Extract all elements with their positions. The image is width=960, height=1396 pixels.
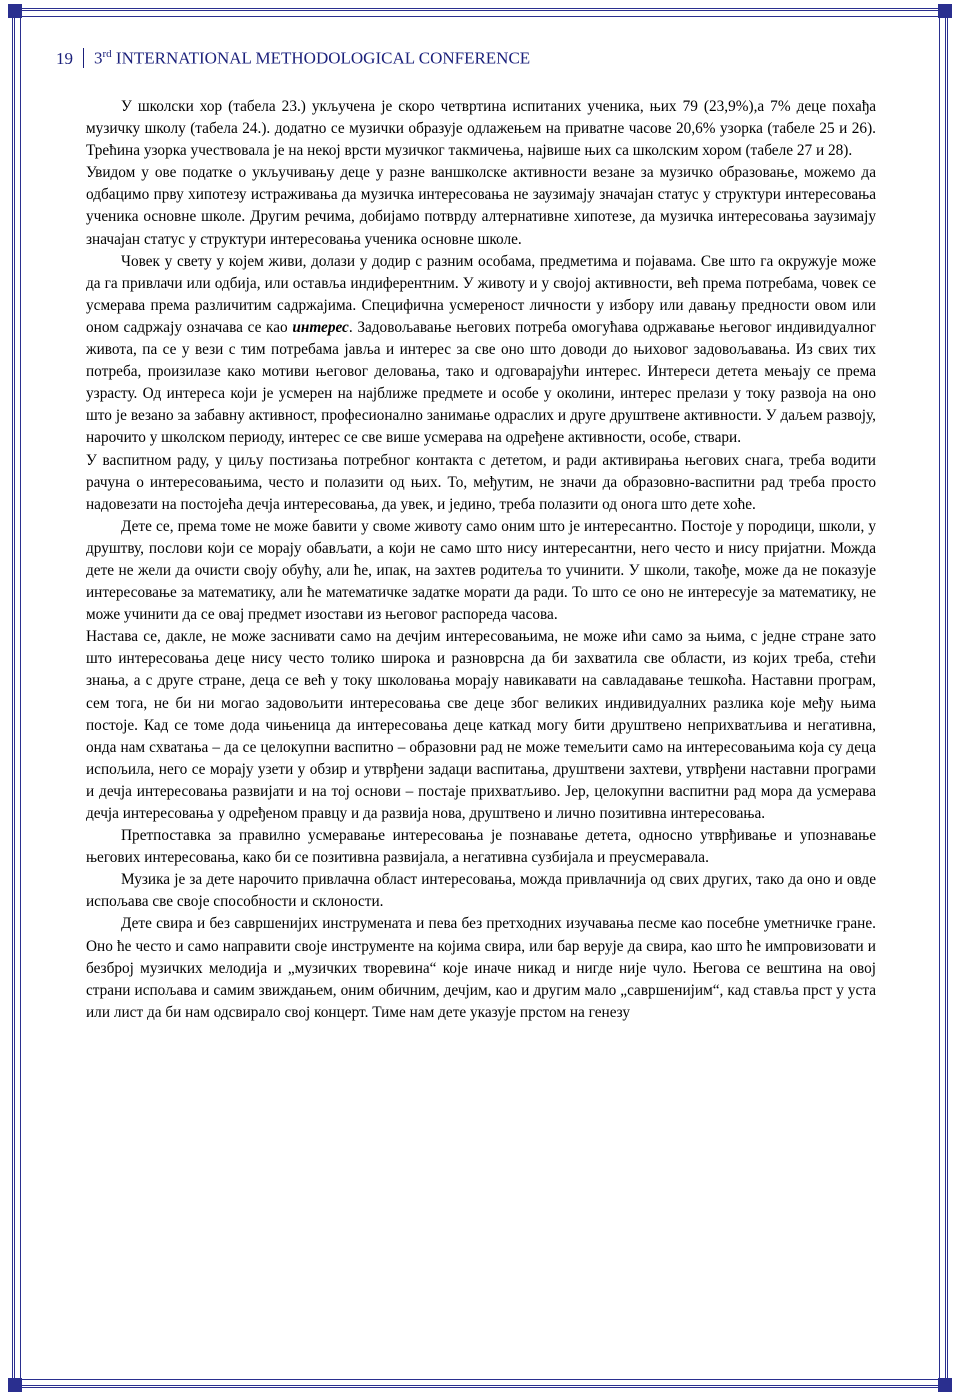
border-corner-ornament bbox=[938, 4, 952, 18]
paragraph: У школски хор (табела 23.) укључена је скоро четвртина испитаних ученика, њих 79 (23,9%),а 7% деце похађа музичку школу (табела 24.). додатно се музички образује одлажењем на приватне часове 20,6% узорка (табеле 25 и 26). Трећина узорка учествовала је на некој врсти музичког такмичења, највише њих са школским хором (табеле 27 и 28). bbox=[86, 98, 876, 160]
paragraph-text: . Задовољавање његових потреба омогућава одржавање његовог индивидуалног живота, па се у вези с тим потребама јавља и интерес за све оно што доводи до њиховог задовољавања. Из свих тих потреба, произилазе како мотиви његовог деловања, тако и одговарајући интерес. Интереси детета мењају се према узрасту. Од интереса који је усмерен на најближе предмете и особе у околини, интерес прелази у току развоја на оно што је везано за забавну активност, професионално занимање одраслих и друге друштвене активности. У даљем развоју, нарочито у школском периоду, интерес се све више усмерава на одређене активности, особе, ствари. bbox=[86, 318, 876, 447]
paragraph bbox=[86, 251, 876, 450]
paragraph-text: Човек у свету у којем живи, долази у додир с разним особама, предметима и појавама. Све што га окружује може да га привлачи или одбија, или оставља индиферентним. У животу и у својој активности, већ према потребама, човек се усмерава према различитим садржајима. Специфична усмереност личности у избору или давању предности овом или оном садржају означава се као bbox=[86, 252, 876, 336]
paragraph: Дете свира и без савршенијих инструмената и пева без претходних изучавања песме као посебне уметничке гране. Оно ће често и само направити своје инструменте на којима свира, или бар верује да свира, као што ће импровизовати и безброј музичких мелодија и „музичких творевина“ које иначе никад и нигде није чуло. Његова се вештина на овој страни испољава и самим звиждањем, оним обичним, дечјим, као и другим мало „савршенијим“, кад ставља прст у уста или лист да би нам одсвирало свој концерт. Тиме нам дете указује прстом на генезу bbox=[86, 915, 876, 1021]
conference-ordinal bbox=[94, 48, 530, 69]
ordinal-suffix: rd bbox=[102, 48, 112, 61]
paragraph: У васпитном раду, у циљу постизања потребног контакта с дететом, и ради активирања његових снага, треба водити рачуна о интересовањима, често и полазити од њих. То, међутим, не значи да образовно-васпитни рад треба просто надовезати на постојећа дечја интересовања, да увек, и једино, треба полазити од онога што дете хоће. bbox=[86, 451, 876, 513]
paragraph: Настава се, дакле, не може заснивати само на дечјим интересовањима, не може ићи само за њима, с једне стране зато што интересовања деце нису често толико широка и разноврсна да би захватила све области, из којих треба, стећи знања, а с друге стране, деца се већ у току школовања морају навикавати на савладавање тешкоћа. Наставни програм, сем тога, не би ни могао задовољити интересовања све деце због великих индивидуалних разлика које међу њима постоје. Кад се томе дода чињеница да интересовања деце каткад могу бити друштвено неприхватљива и негативна, онда нам схватања – да се целокупни васпитно – образовни рад не може темељити само на интересовањима која су деца испољила, него се морају узети у обзир и утврђени задаци васпитања, друштвени захтеви, утврђени наставни програми и дечја интересовања развијати и на тој основи – постаје прихватљиво. Јер, целокупни васпитни рад мора да усмерава дечја интересовања у одређеном правцу и да развија нова, друштвено и лично позитивна интересовања. bbox=[86, 628, 876, 822]
page-number: 19 bbox=[56, 49, 73, 68]
header-separator bbox=[83, 48, 84, 68]
border-corner-ornament bbox=[8, 1378, 22, 1392]
paragraph: Дете се, према томе не може бавити у своме животу само оним што је интересантно. Постоје у породици, школи, у друштву, послови који се морају обављати, а који не само што нису интересантни, него често и нису пријатни. Можда дете не жели да очисти своју обућу, али ће, ипак, на захтев родитеља то учинити. У школи, такође, може да не показује интересовање за математику, али ће математичке задатке морати да ради. То што се оно не интересује за математику, не може учинити да се овај предмет изостави из његовог распореда часова. bbox=[86, 517, 876, 624]
paragraph: Музика је за дете нарочито привлачна област интересовања, можда привлачнија од свих других, тако да оно и овде испољава све своје способности и склоности. bbox=[86, 871, 876, 911]
emphasized-term: интерес bbox=[292, 318, 349, 336]
border-corner-ornament bbox=[938, 1378, 952, 1392]
article-body bbox=[86, 96, 876, 1024]
paragraph: Увидом у ове податке о укључивању деце у разне ваншколске активности везане за музичко образовање, можемо да одбацимо прву хипотезу истраживања да музичка интересовања не заузимају значајан статус у структури интересовања ученика основне школе. Другим речима, добијамо потврду алтернативне хипотезе, да музичка интересовања заузимају значајан статус у структури интересовања ученика основне школе. bbox=[86, 164, 876, 248]
border-corner-ornament bbox=[8, 4, 22, 18]
running-header bbox=[56, 44, 530, 69]
ordinal-number: 3 bbox=[94, 49, 103, 68]
conference-title: INTERNATIONAL METHODOLOGICAL CONFERENCE bbox=[115, 49, 531, 68]
paragraph: Претпоставка за правилно усмеравање интересовања је познавање детета, односно утврђивање и упознавање његових интересовања, како би се позитивна развијала, а негативна сузбијала и преусмеравала. bbox=[86, 827, 876, 867]
